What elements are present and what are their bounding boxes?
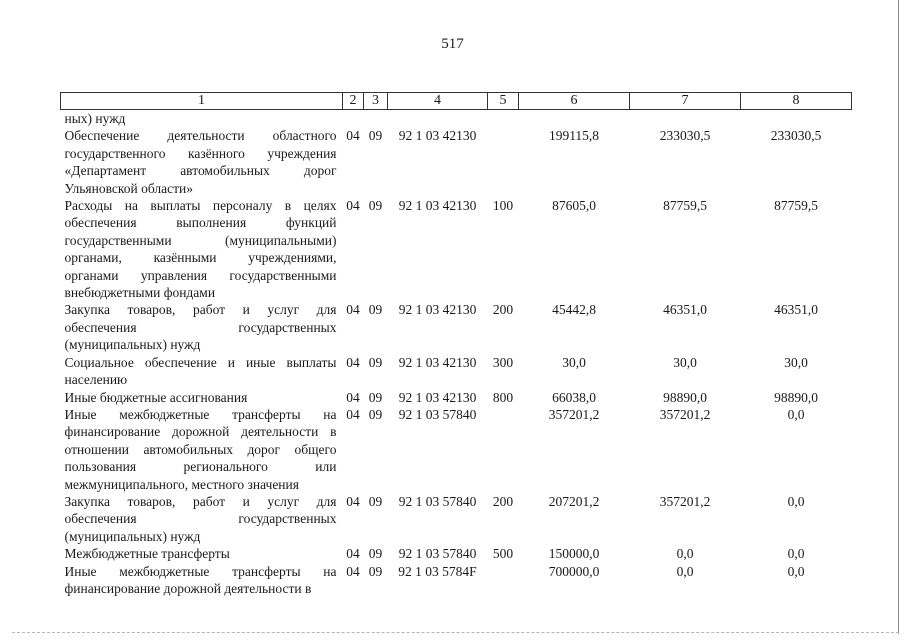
row-name: Закупка товаров, работ и услуг для обеспечения государственных (муниципальных) нужд xyxy=(64,493,337,544)
row-value-col7: 30,0 xyxy=(673,354,697,370)
row-section: 04 xyxy=(346,546,360,562)
row-value-col8: 87759,5 xyxy=(774,198,818,214)
row-subsection: 09 xyxy=(368,493,383,509)
table-row xyxy=(61,406,852,493)
row-section: 04 xyxy=(346,302,360,318)
row-expense-type: 800 xyxy=(492,389,514,405)
row-expense-type xyxy=(488,563,519,598)
row-target-code: 92 1 03 42130 xyxy=(398,198,477,214)
table-body xyxy=(61,110,852,598)
row-value-col8: 233030,5 xyxy=(770,128,822,144)
header-col-8: 8 xyxy=(741,93,852,110)
table-row xyxy=(61,545,852,562)
row-subsection: 09 xyxy=(368,406,383,422)
row-name: Обеспечение деятельности областного государственного казённого учреждения «Департамент автомобильных дорог Ульяновской области» xyxy=(64,128,337,196)
row-name: Закупка товаров, работ и услуг для обеспечения государственных (муниципальных) нужд xyxy=(64,302,337,353)
row-value-col8: 0,0 xyxy=(787,406,805,422)
row-name: Иные межбюджетные трансферты на финансирование дорожной деятельности в отношении автомобильных дорог общего пользования регионального или межмуниципального, местного значения xyxy=(64,406,337,492)
table-row xyxy=(61,301,852,353)
row-name: Социальное обеспечение и иные выплаты населению xyxy=(64,354,337,388)
row-subsection xyxy=(364,110,388,128)
row-target-code: 92 1 03 57840 xyxy=(398,493,477,509)
row-section: 04 xyxy=(346,406,360,422)
row-expense-type xyxy=(488,110,519,128)
row-name: Межбюджетные трансферты xyxy=(64,546,230,562)
row-target-code: 92 1 03 42130 xyxy=(398,389,477,405)
row-value-col7: 0,0 xyxy=(676,546,694,562)
page-frame-bottom xyxy=(12,632,899,634)
table-row xyxy=(61,389,852,406)
row-value-col8: 0,0 xyxy=(787,563,805,579)
row-value-col6: 199115,8 xyxy=(548,128,600,144)
row-value-col8: 30,0 xyxy=(784,354,808,370)
row-value-col6: 207201,2 xyxy=(548,493,600,509)
row-section: 04 xyxy=(346,198,360,214)
row-target-code: 92 1 03 57840 xyxy=(398,546,477,562)
header-row xyxy=(61,93,852,110)
row-section: 04 xyxy=(346,389,360,405)
table-row xyxy=(61,197,852,301)
header-col-7: 7 xyxy=(630,93,741,110)
row-value-col6: 700000,0 xyxy=(548,563,600,579)
header-col-3: 3 xyxy=(364,93,388,110)
row-subsection: 09 xyxy=(368,128,383,144)
row-name: Расходы на выплаты персоналу в целях обеспечения выполнения функций государственными (муниципальными) органами, казёнными учреждениями, органами управления государственными внебюджетными фондами xyxy=(64,198,337,301)
row-subsection: 09 xyxy=(368,563,383,579)
row-value-col6: 45442,8 xyxy=(552,302,596,318)
row-value-col6: 87605,0 xyxy=(552,198,596,214)
row-expense-type: 300 xyxy=(492,354,514,370)
row-target-code: 92 1 03 57840 xyxy=(398,406,477,422)
row-expense-type: 200 xyxy=(492,493,514,509)
row-subsection: 09 xyxy=(368,198,383,214)
row-value-col7: 87759,5 xyxy=(663,198,707,214)
row-value-col8 xyxy=(741,110,852,128)
row-name: ных) нужд xyxy=(64,111,126,126)
row-expense-type: 100 xyxy=(492,198,514,214)
row-name: Иные бюджетные ассигнования xyxy=(64,389,248,405)
page-number: 517 xyxy=(441,36,464,52)
row-value-col8: 0,0 xyxy=(787,546,805,562)
table-header xyxy=(61,93,852,110)
row-section: 04 xyxy=(346,493,360,509)
table-row xyxy=(61,127,852,197)
row-section: 04 xyxy=(346,128,360,144)
row-subsection: 09 xyxy=(368,389,383,405)
row-value-col8: 98890,0 xyxy=(774,389,818,405)
row-value-col6: 150000,0 xyxy=(548,546,600,562)
row-subsection: 09 xyxy=(368,546,383,562)
row-target-code: 92 1 03 42130 xyxy=(398,354,477,370)
row-section xyxy=(343,110,364,128)
header-col-2: 2 xyxy=(343,93,364,110)
table-row xyxy=(61,110,852,128)
header-col-4: 4 xyxy=(388,93,488,110)
row-value-col7: 46351,0 xyxy=(663,302,707,318)
table-row xyxy=(61,563,852,598)
budget-table xyxy=(60,92,852,597)
row-name: Иные межбюджетные трансферты на финансирование дорожной деятельности в xyxy=(64,563,337,596)
row-target-code: 92 1 03 5784F xyxy=(398,563,477,579)
row-value-col6: 357201,2 xyxy=(548,406,600,422)
row-value-col8: 46351,0 xyxy=(774,302,818,318)
row-section: 04 xyxy=(346,563,360,579)
row-value-col7: 98890,0 xyxy=(663,389,707,405)
header-col-6: 6 xyxy=(519,93,630,110)
row-value-col7: 357201,2 xyxy=(659,493,711,509)
row-target-code xyxy=(388,110,488,128)
header-col-5: 5 xyxy=(488,93,519,110)
row-value-col6 xyxy=(519,110,630,128)
row-value-col6: 30,0 xyxy=(562,354,586,370)
row-subsection: 09 xyxy=(368,354,383,370)
row-value-col7: 0,0 xyxy=(676,563,694,579)
table-row xyxy=(61,493,852,545)
row-expense-type: 500 xyxy=(492,546,514,562)
row-value-col8: 0,0 xyxy=(787,493,805,509)
header-col-1: 1 xyxy=(61,93,343,110)
page-frame-right xyxy=(898,0,899,634)
row-value-col6: 66038,0 xyxy=(552,389,596,405)
table-row xyxy=(61,354,852,389)
row-target-code: 92 1 03 42130 xyxy=(398,302,477,318)
row-value-col7: 357201,2 xyxy=(659,406,711,422)
row-target-code: 92 1 03 42130 xyxy=(398,128,477,144)
row-section: 04 xyxy=(346,354,360,370)
row-value-col7 xyxy=(630,110,741,128)
row-subsection: 09 xyxy=(368,302,383,318)
row-expense-type xyxy=(488,127,519,197)
row-value-col7: 233030,5 xyxy=(659,128,711,144)
row-expense-type xyxy=(488,406,519,493)
row-expense-type: 200 xyxy=(492,302,514,318)
